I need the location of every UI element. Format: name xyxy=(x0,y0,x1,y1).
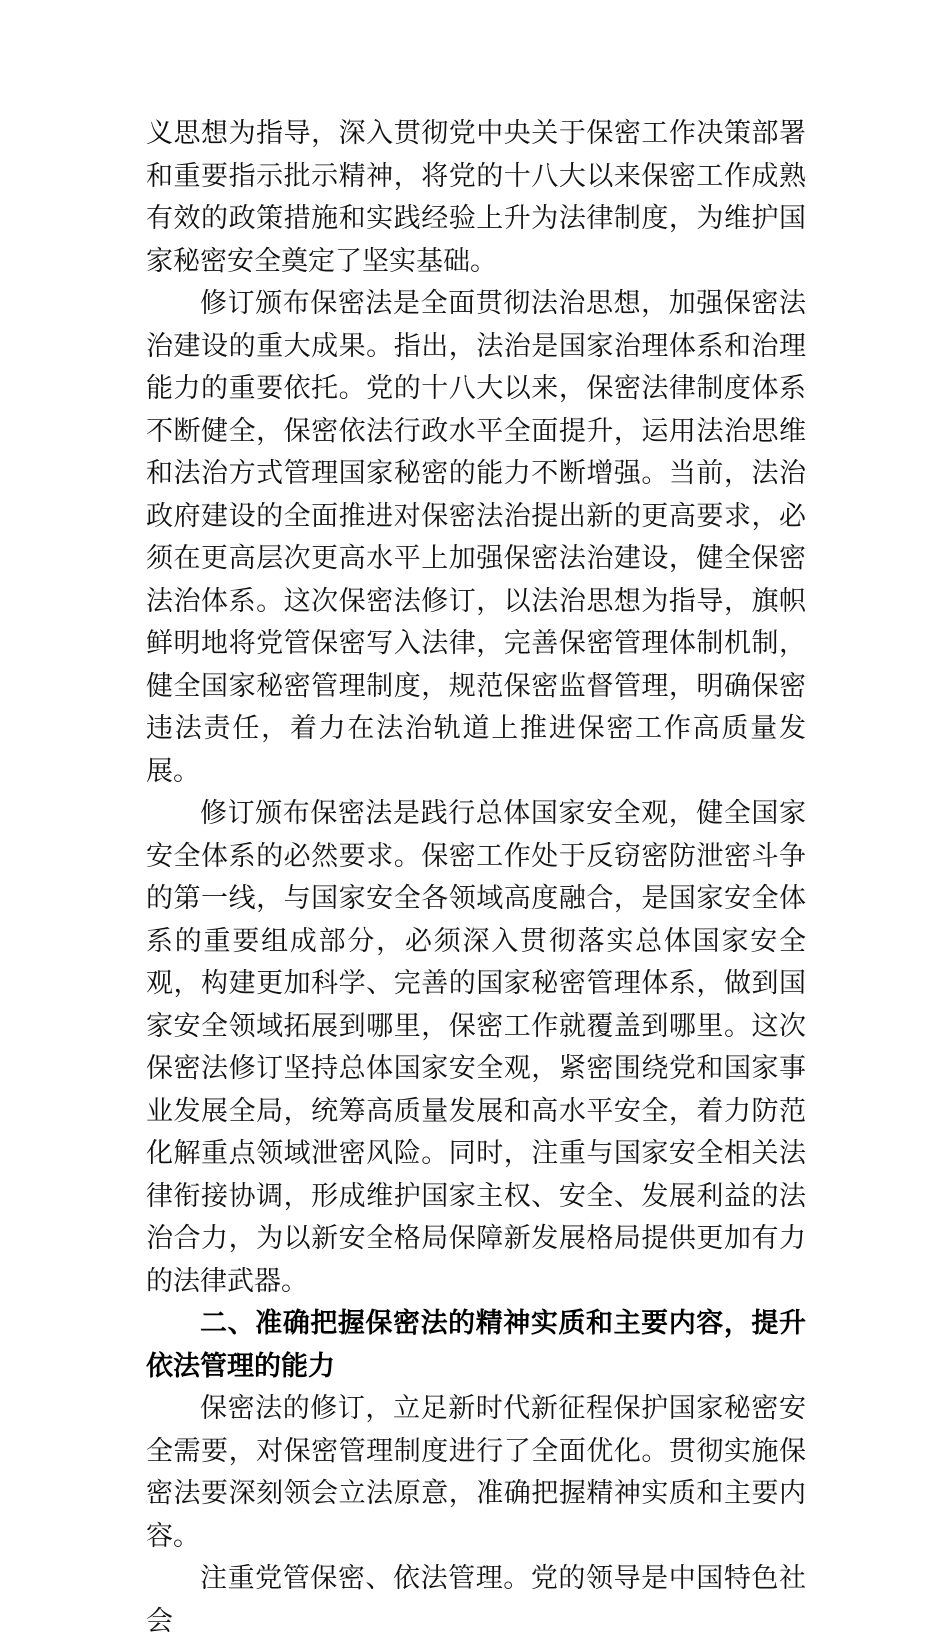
paragraph-4: 保密法的修订，立足新时代新征程保护国家秘密安全需要，对保密管理制度进行了全面优化。贯彻实施保密法要深刻领会立法原意，准确把握精神实质和主要内容。 xyxy=(146,1393,806,1552)
paragraph-2: 修订颁布保密法是全面贯彻法治思想，加强保密法治建设的重大成果。指出，法治是国家治理体系和治理能力的重要依托。党的十八大以来，保密法律制度体系不断健全，保密依法行政水平全面提升，运用法治思维和法治方式管理国家秘密的能力不断增强。当前，法治政府建设的全面推进对保密法治提出新的更高要求，必须在更高层次更高水平上加强保密法治建设，健全保密法治体系。这次保密法修订，以法治思想为指导，旗帜鲜明地将党管保密写入法律，完善保密管理体制机制，健全国家秘密管理制度，规范保密监督管理，明确保密违法责任，着力在法治轨道上推进保密工作高质量发展。 xyxy=(146,288,806,787)
paragraph-5: 注重党管保密、依法管理。党的领导是中国特色社会 xyxy=(146,1563,806,1637)
paragraph-1: 义思想为指导，深入贯彻党中央关于保密工作决策部署和重要指示批示精神，将党的十八大以来保密工作成熟有效的政策措施和实践经验上升为法律制度，为维护国家秘密安全奠定了坚实基础。 xyxy=(146,118,806,277)
paragraph-3: 修订颁布保密法是践行总体国家安全观，健全国家安全体系的必然要求。保密工作处于反窃密防泄密斗争的第一线，与国家安全各领域高度融合，是国家安全体系的重要组成部分，必须深入贯彻落实总体国家安全观，构建更加科学、完善的国家秘密管理体系，做到国家安全领域拓展到哪里，保密工作就覆盖到哪里。这次保密法修订坚持总体国家安全观，紧密围绕党和国家事业发展全局，统筹高质量发展和高水平安全，着力防范化解重点领域泄密风险。同时，注重与国家安全相关法律衔接协调，形成维护国家主权、安全、发展利益的法治合力，为以新安全格局保障新发展格局提供更加有力的法律武器。 xyxy=(146,798,806,1297)
document-body xyxy=(146,113,806,1643)
section-heading: 二、准确把握保密法的精神实质和主要内容，提升依法管理的能力 xyxy=(146,1308,806,1382)
